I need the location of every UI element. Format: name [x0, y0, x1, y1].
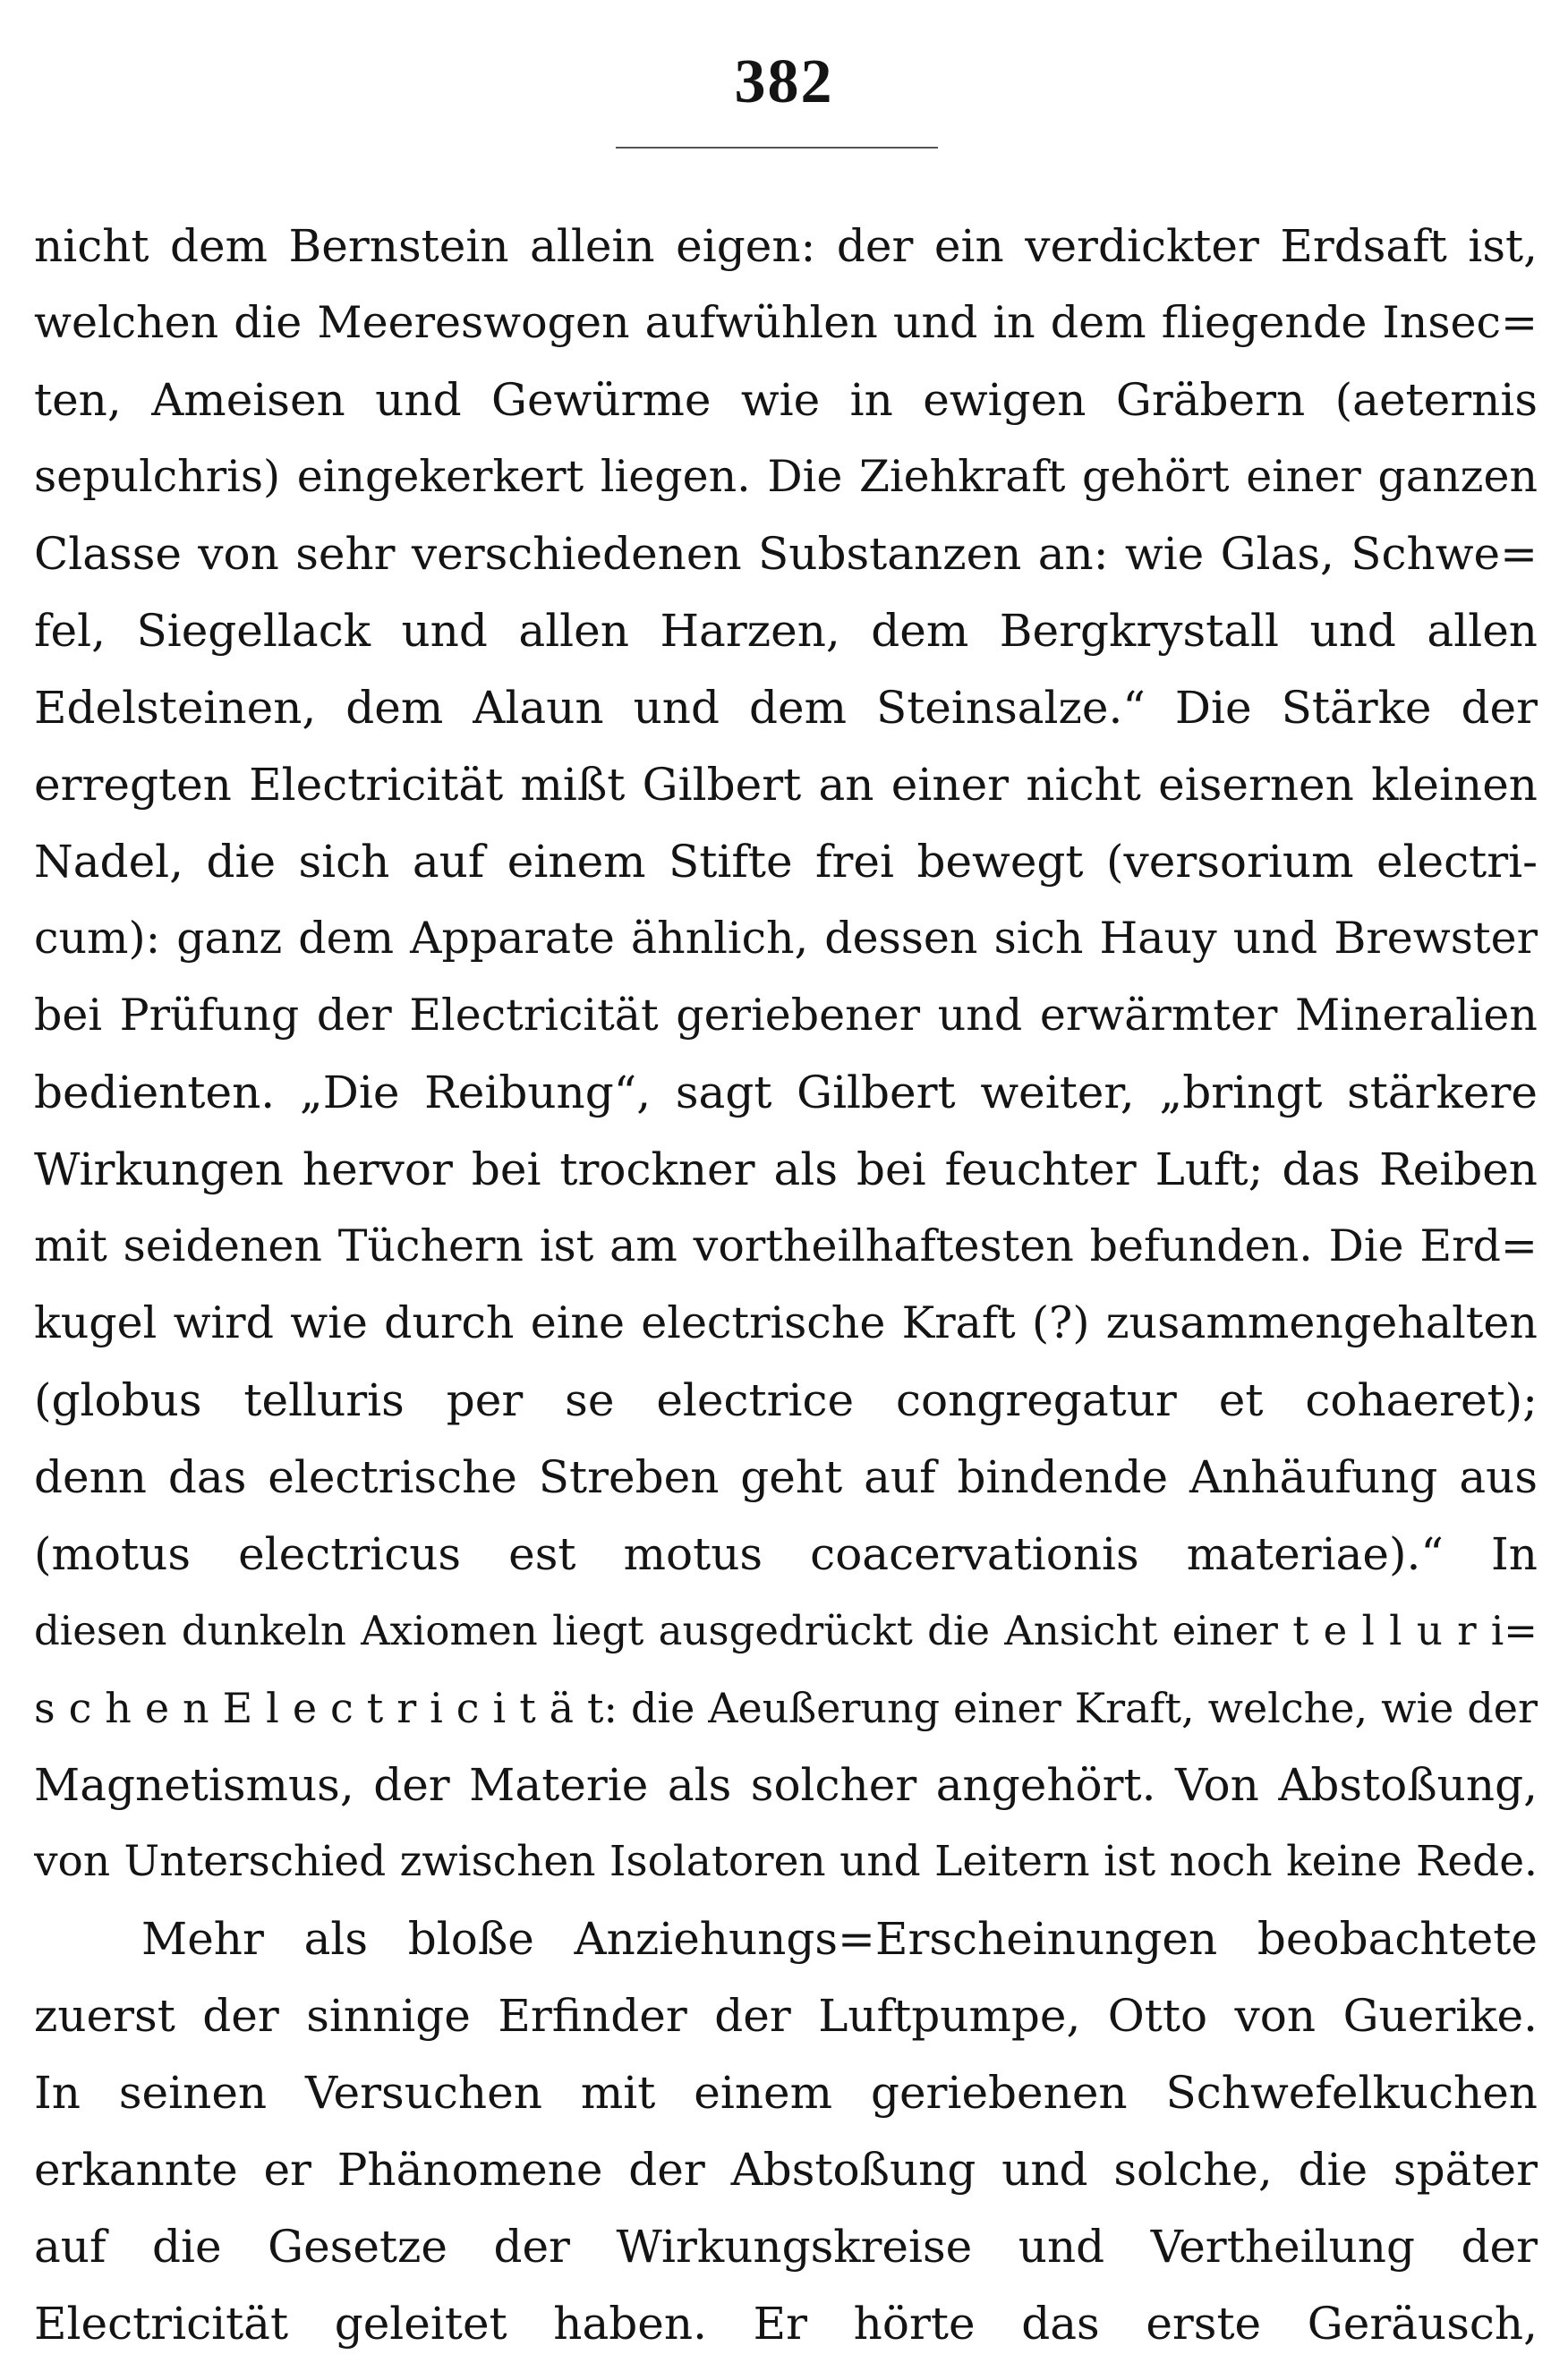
text-line: auf die Gesetze der Wirkungskreise und Vertheilung der	[34, 2221, 1538, 2273]
text-line: von Unterschied zwischen Isolatoren und Leitern ist noch keine Rede.	[34, 1837, 1538, 1886]
text-line: bedienten. „Die Reibung“, sagt Gilbert weiter, „bringt stärkere	[34, 1067, 1538, 1118]
text-line: kugel wird wie durch eine electrische Kraft (?) zusammengehalten	[34, 1297, 1538, 1348]
text-line: welchen die Meereswogen aufwühlen und in dem fliegende Insec=	[34, 297, 1538, 348]
text-line: Mehr als bloße Anziehungs=Erscheinungen beobachtete	[141, 1913, 1538, 1965]
text-line: erregten Electricität mißt Gilbert an einer nicht eisernen kleinen	[34, 759, 1538, 811]
text-line: zuerst der sinnige Erfinder der Luftpumpe, Otto von Guerike.	[34, 1990, 1538, 2042]
text-line: Wirkungen hervor bei trockner als bei feuchter Luft; das Reiben	[34, 1143, 1538, 1195]
text-line: fel, Siegellack und allen Harzen, dem Bergkrystall und allen	[34, 605, 1538, 657]
text-line: Nadel, die sich auf einem Stifte frei bewegt (versorium electri-	[34, 836, 1538, 888]
text-line: erkannte er Phänomene der Abstoßung und solche, die später	[34, 2144, 1538, 2196]
text-line: mit seidenen Tüchern ist am vortheilhaftesten befunden. Die Erd=	[34, 1220, 1538, 1271]
text-line: nicht dem Bernstein allein eigen: der ein verdickter Erdsaft ist,	[34, 220, 1538, 272]
page-number: 382	[734, 47, 834, 116]
text-line: diesen dunkeln Axiomen liegt ausgedrückt die Ansicht einer t e l l u r i=	[34, 1607, 1538, 1654]
text-line: denn das electrische Streben geht auf bindende Anhäufung aus	[34, 1451, 1538, 1503]
text-line: sepulchris) eingekerkert liegen. Die Ziehkraft gehört einer ganzen	[34, 451, 1538, 502]
text-line: Classe von sehr verschiedenen Substanzen an: wie Glas, Schwe=	[34, 528, 1538, 580]
text-line: Magnetismus, der Materie als solcher angehört. Von Abstoßung,	[34, 1759, 1538, 1811]
header-rule	[616, 147, 938, 149]
text-line: cum): ganz dem Apparate ähnlich, dessen sich Hauy und Brewster	[34, 913, 1538, 964]
text-line: (globus telluris per se electrice congregatur et cohaeret);	[34, 1374, 1538, 1426]
text-line: s c h e n E l e c t r i c i t ä t: die Aeußerung einer Kraft, welche, wie der	[34, 1684, 1538, 1732]
text-line: bei Prüfung der Electricität geriebener und erwärmter Mineralien	[34, 990, 1538, 1041]
body-text	[34, 208, 1538, 2362]
text-line: Edelsteinen, dem Alaun und dem Steinsalze.“ Die Stärke der	[34, 682, 1538, 734]
text-line: ten, Ameisen und Gewürme wie in ewigen Gräbern (aeternis	[34, 374, 1538, 426]
text-line: In seinen Versuchen mit einem geriebenen Schwefelkuchen	[34, 2067, 1538, 2119]
text-line: (motus electricus est motus coacervationis materiae).“ In	[34, 1528, 1538, 1580]
text-line: Electricität geleitet haben. Er hörte das erste Geräusch,	[34, 2298, 1538, 2350]
